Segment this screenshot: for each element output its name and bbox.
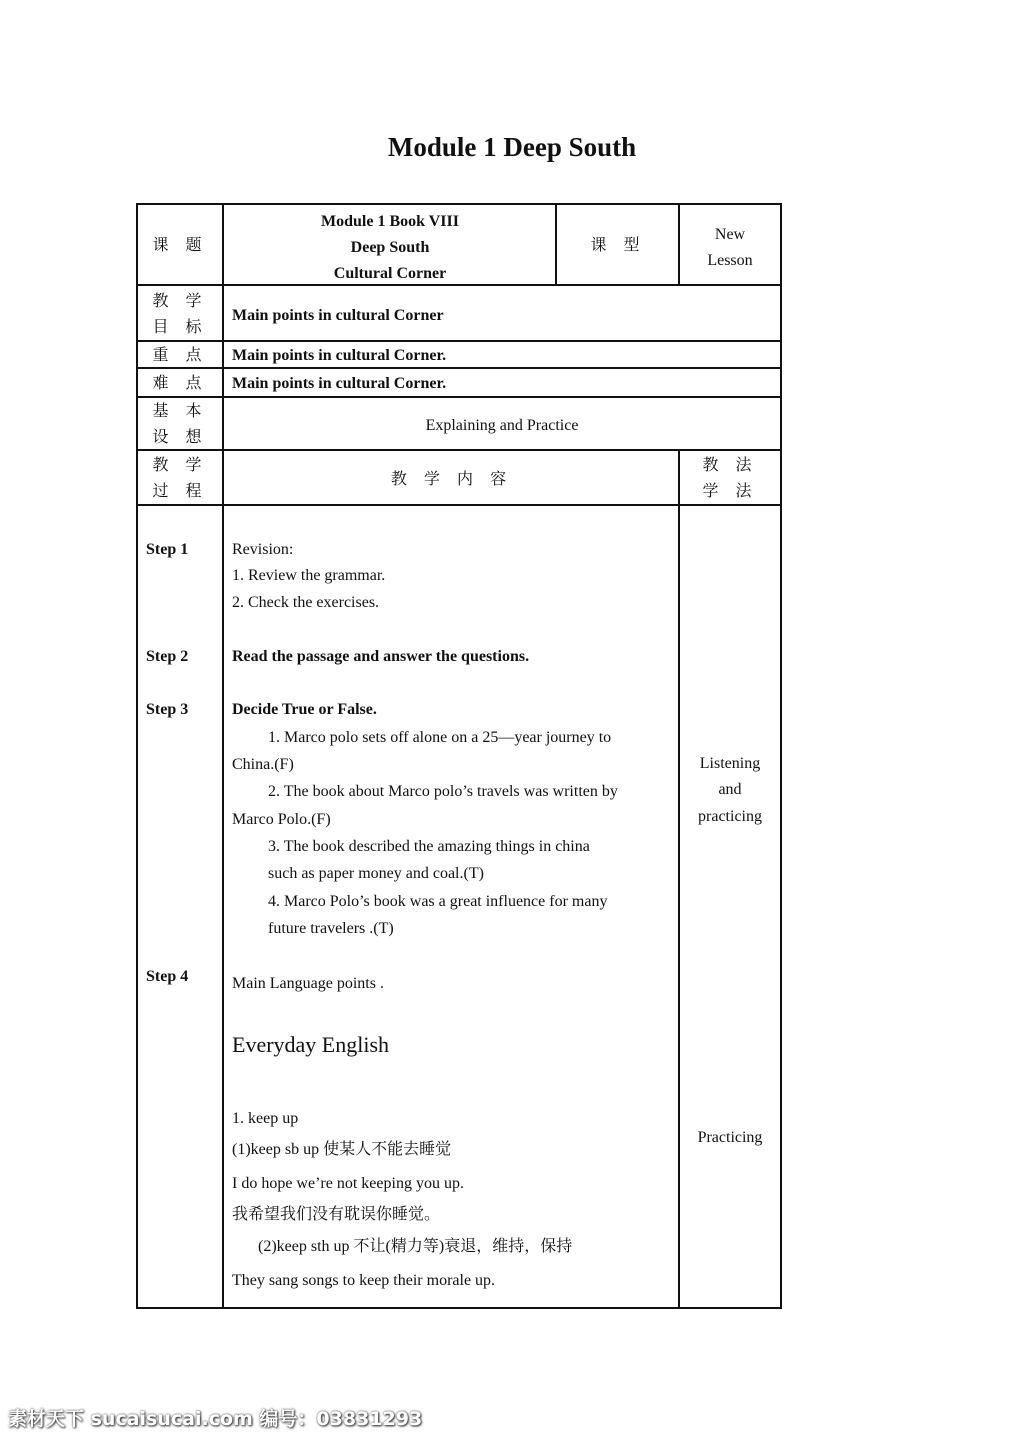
step-1-label: Step 1 <box>146 541 189 558</box>
method-1-line-3: practicing <box>698 808 762 825</box>
read-passage-instruction: Read the passage and answer the questions. <box>232 648 530 665</box>
keep-sb-up-definition: (1)keep sb up 使某人不能去睡觉 <box>232 1141 452 1158</box>
row-divider <box>136 449 782 451</box>
example-2-english: They sang songs to keep their morale up. <box>232 1272 496 1289</box>
tf-item-1-line-2: China.(F) <box>232 756 294 773</box>
content-header: 教 学 内 容 <box>390 469 513 488</box>
difficulty-label: 难 点 <box>152 373 208 392</box>
step-4-label: Step 4 <box>146 968 189 985</box>
goal-label-2: 目 标 <box>152 317 208 336</box>
row-divider <box>136 504 782 506</box>
revision-item-1: 1. Review the grammar. <box>232 567 386 584</box>
idea-value: Explaining and Practice <box>425 417 579 434</box>
everyday-english-heading: Everyday English <box>232 1032 390 1057</box>
tf-item-1-line-1: 1. Marco polo sets off alone on a 25—year journey to <box>268 729 612 746</box>
key-value: Main points in cultural Corner. <box>232 347 447 364</box>
tf-item-2-line-2: Marco Polo.(F) <box>232 811 331 828</box>
key-label: 重 点 <box>152 345 208 364</box>
method-2: Practicing <box>697 1129 763 1146</box>
method-header-2: 学 法 <box>702 481 758 500</box>
difficulty-value: Main points in cultural Corner. <box>232 375 447 392</box>
type-label: 课 型 <box>590 235 646 254</box>
example-1-chinese: 我希望我们没有耽误你睡觉。 <box>232 1206 441 1223</box>
type-value-line-2: Lesson <box>707 252 753 269</box>
revision-heading: Revision: <box>232 541 294 558</box>
revision-item-2: 2. Check the exercises. <box>232 594 380 611</box>
method-header-1: 教 法 <box>702 455 758 474</box>
row-divider <box>136 340 782 342</box>
process-label-1: 教 学 <box>152 455 208 474</box>
type-value-line-1: New <box>714 226 746 243</box>
row-divider <box>136 396 782 398</box>
idea-label-1: 基 本 <box>152 401 208 420</box>
keep-sth-up-definition: (2)keep sth up 不让(精力等)衰退，维持，保持 <box>258 1238 573 1255</box>
tf-item-2-line-1: 2. The book about Marco polo’s travels was written by <box>268 783 618 800</box>
tf-item-3-line-1: 3. The book described the amazing things in china <box>268 838 590 855</box>
method-1-line-2: and <box>718 781 742 798</box>
course-line-3: Cultural Corner <box>333 265 447 282</box>
step-3-label: Step 3 <box>146 701 189 718</box>
process-label-2: 过 程 <box>152 481 208 500</box>
idea-label-2: 设 想 <box>152 427 208 446</box>
method-1-line-1: Listening <box>699 755 761 772</box>
course-line-2: Deep South <box>350 239 430 256</box>
goal-label-1: 教 学 <box>152 291 208 310</box>
true-false-heading: Decide True or False. <box>232 701 377 718</box>
tf-item-4-line-1: 4. Marco Polo’s book was a great influence for many <box>268 893 608 910</box>
tf-item-3-line-2: such as paper money and coal.(T) <box>268 865 484 882</box>
watermark: 素材天下 sucaisucai.com 编号：03831293 <box>8 1408 423 1430</box>
step-2-label: Step 2 <box>146 648 189 665</box>
col-divider <box>222 203 224 1309</box>
tf-item-4-line-2: future travelers .(T) <box>268 920 394 937</box>
example-1-english: I do hope we’re not keeping you up. <box>232 1175 464 1192</box>
course-label: 课 题 <box>152 235 208 254</box>
col-divider <box>678 449 680 1309</box>
keep-up-item: 1. keep up <box>232 1110 299 1127</box>
page-title: Module 1 Deep South <box>387 132 637 162</box>
goal-value: Main points in cultural Corner <box>232 307 444 324</box>
language-points-heading: Main Language points . <box>232 975 384 992</box>
course-line-1: Module 1 Book VIII <box>321 213 459 230</box>
